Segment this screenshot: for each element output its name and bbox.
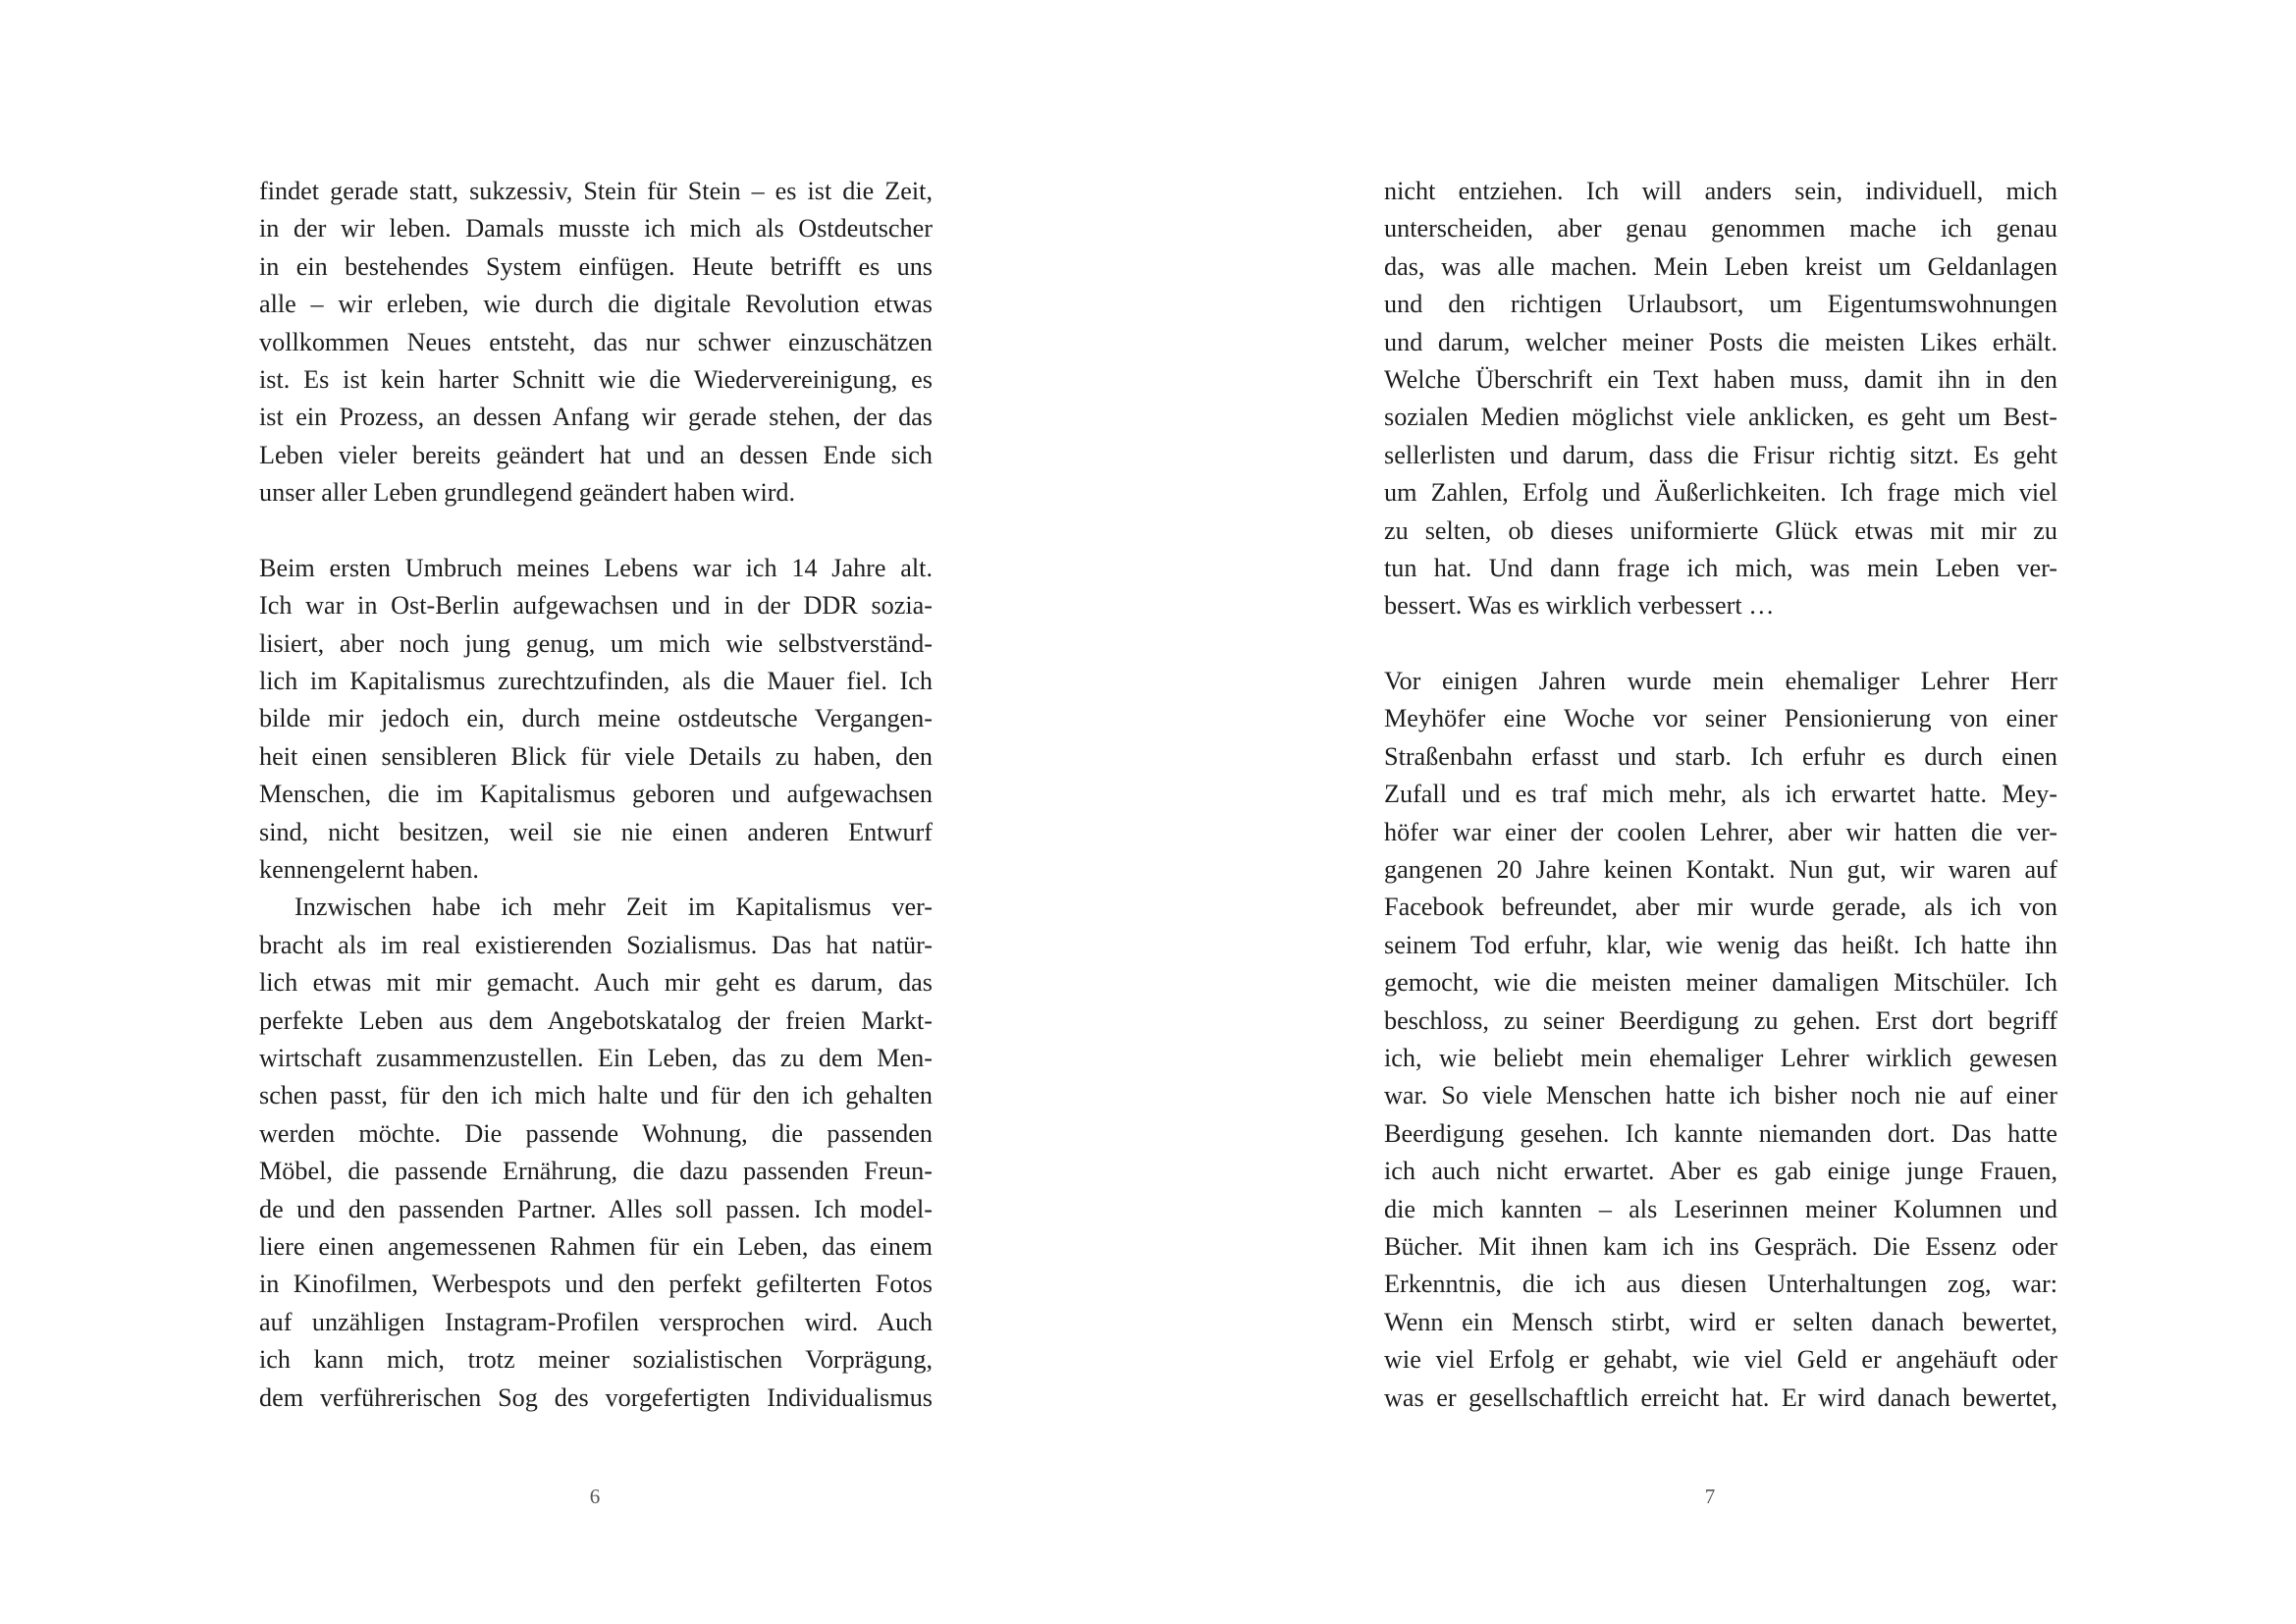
text-line: gangenen 20 Jahre keinen Kontakt. Nun gut, wir waren auf xyxy=(1384,855,2057,885)
paragraph xyxy=(1384,663,2057,1417)
text-line: ich auch nicht erwartet. Aber es gab einige junge Frauen, xyxy=(1384,1157,2057,1186)
text-line: Möbel, die passende Ernährung, die dazu passenden Freun- xyxy=(259,1157,933,1186)
text-line: beschloss, zu seiner Beerdigung zu gehen. Erst dort begriff xyxy=(1384,1005,2057,1035)
paragraph xyxy=(259,889,933,1416)
text-line: sind, nicht besitzen, weil sie nie einen anderen Entwurf xyxy=(259,817,933,846)
text-line: die mich kannten – als Leserinnen meiner Kolumnen und xyxy=(1384,1194,2057,1223)
text-line: zu selten, ob dieses uniformierte Glück etwas mit mir zu xyxy=(1384,515,2057,545)
page-number-right: 7 xyxy=(1704,1485,1716,1508)
text-line: lich etwas mit mir gemacht. Auch mir geht es darum, das xyxy=(259,968,933,998)
text-line: alle – wir erleben, wie durch die digitale Revolution etwas xyxy=(259,290,933,319)
text-line: und den richtigen Urlaubsort, um Eigentumswohnungen xyxy=(1384,290,2057,319)
paragraph-gap xyxy=(1384,625,2057,663)
paragraph xyxy=(259,173,933,513)
paragraph xyxy=(259,550,933,890)
text-line: höfer war einer der coolen Lehrer, aber wir hatten die ver- xyxy=(1384,817,2057,846)
text-line: Straßenbahn erfasst und starb. Ich erfuhr es durch einen xyxy=(1384,741,2057,771)
text-line: wie viel Erfolg er gehabt, wie viel Geld er angehäuft oder xyxy=(1384,1345,2057,1375)
text-line: ist ein Prozess, an dessen Anfang wir gerade stehen, der das xyxy=(259,403,933,432)
text-line: in der wir leben. Damals musste ich mich als Ostdeutscher xyxy=(259,214,933,244)
text-line: kennengelernt haben. xyxy=(259,855,479,885)
text-line: dem verführerischen Sog des vorgefertigten Individualismus xyxy=(259,1382,933,1412)
text-line: Inzwischen habe ich mehr Zeit im Kapitalismus ver- xyxy=(294,893,933,922)
text-line: was er gesellschaftlich erreicht hat. Er wird danach bewertet, xyxy=(1384,1382,2057,1412)
right-page xyxy=(1148,0,2296,1624)
text-line: Zufall und es traf mich mehr, als ich erwartet hatte. Mey- xyxy=(1384,780,2057,809)
text-line: Meyhöfer eine Woche vor seiner Pensionierung von einer xyxy=(1384,704,2057,733)
text-line: gemocht, wie die meisten meiner damaligen Mitschüler. Ich xyxy=(1384,968,2057,998)
text-line: um Zahlen, Erfolg und Äußerlichkeiten. Ich frage mich viel xyxy=(1384,478,2057,508)
page-number-left: 6 xyxy=(589,1485,601,1508)
text-line: Menschen, die im Kapitalismus geboren und aufgewachsen xyxy=(259,780,933,809)
text-line: sozialen Medien möglichst viele anklicken, es geht um Best- xyxy=(1384,403,2057,432)
text-line: ich, wie beliebt mein ehemaliger Lehrer wirklich gewesen xyxy=(1384,1043,2057,1072)
left-page-text xyxy=(259,173,933,1417)
text-line: Bücher. Mit ihnen kam ich ins Gespräch. Die Essenz oder xyxy=(1384,1231,2057,1261)
text-line: ist. Es ist kein harter Schnitt wie die Wiedervereinigung, es xyxy=(259,364,933,394)
right-page-text xyxy=(1384,173,2057,1417)
text-line: Vor einigen Jahren wurde mein ehemaliger Lehrer Herr xyxy=(1384,667,2057,696)
text-line: bessert. Was es wirklich verbessert … xyxy=(1384,591,1775,621)
text-line: Welche Überschrift ein Text haben muss, damit ihn in den xyxy=(1384,364,2057,394)
text-line: Beim ersten Umbruch meines Lebens war ich 14 Jahre alt. xyxy=(259,553,933,582)
text-line: seinem Tod erfuhr, klar, wie wenig das heißt. Ich hatte ihn xyxy=(1384,930,2057,959)
text-line: wirtschaft zusammenzustellen. Ein Leben, das zu dem Men- xyxy=(259,1043,933,1072)
text-line: Erkenntnis, die ich aus diesen Unterhaltungen zog, war: xyxy=(1384,1270,2057,1299)
text-line: bracht als im real existierenden Sozialismus. Das hat natür- xyxy=(259,930,933,959)
text-line: Facebook befreundet, aber mir wurde gerade, als ich von xyxy=(1384,893,2057,922)
text-line: de und den passenden Partner. Alles soll passen. Ich model- xyxy=(259,1194,933,1223)
text-line: sellerlisten und darum, dass die Frisur richtig sitzt. Es geht xyxy=(1384,440,2057,469)
text-line: nicht entziehen. Ich will anders sein, individuell, mich xyxy=(1384,177,2057,205)
text-line: Beerdigung gesehen. Ich kannte niemanden dort. Das hatte xyxy=(1384,1118,2057,1148)
text-line: in Kinofilmen, Werbespots und den perfekt gefilterten Fotos xyxy=(259,1270,933,1299)
text-line: lich im Kapitalismus zurechtzufinden, als die Mauer fiel. Ich xyxy=(259,667,933,696)
text-line: liere einen angemessenen Rahmen für ein Leben, das einem xyxy=(259,1231,933,1261)
text-line: Ich war in Ost-Berlin aufgewachsen und in der DDR sozia- xyxy=(259,591,933,621)
text-line: in ein bestehendes System einfügen. Heute betrifft es uns xyxy=(259,251,933,281)
paragraph xyxy=(1384,173,2057,625)
text-line: bilde mir jedoch ein, durch meine ostdeutsche Vergangen- xyxy=(259,704,933,733)
text-line: findet gerade statt, sukzessiv, Stein für Stein – es ist die Zeit, xyxy=(259,177,933,205)
text-line: tun hat. Und dann frage ich mich, was mein Leben ver- xyxy=(1384,553,2057,582)
text-line: heit einen sensibleren Blick für viele Details zu haben, den xyxy=(259,741,933,771)
text-line: ich kann mich, trotz meiner sozialistischen Vorprägung, xyxy=(259,1345,933,1375)
text-line: das, was alle machen. Mein Leben kreist um Geldanlagen xyxy=(1384,251,2057,281)
text-line: Wenn ein Mensch stirbt, wird er selten danach bewertet, xyxy=(1384,1307,2057,1336)
text-line: vollkommen Neues entsteht, das nur schwer einzuschätzen xyxy=(259,327,933,356)
text-line: unterscheiden, aber genau genommen mache ich genau xyxy=(1384,214,2057,244)
paragraph-gap xyxy=(259,513,933,550)
text-line: werden möchte. Die passende Wohnung, die passenden xyxy=(259,1118,933,1148)
text-line: unser aller Leben grundlegend geändert haben wird. xyxy=(259,478,796,508)
text-line: perfekte Leben aus dem Angebotskatalog der freien Markt- xyxy=(259,1005,933,1035)
text-line: Leben vieler bereits geändert hat und an dessen Ende sich xyxy=(259,440,933,469)
text-line: auf unzähligen Instagram-Profilen versprochen wird. Auch xyxy=(259,1307,933,1336)
text-line: lisiert, aber noch jung genug, um mich wie selbstverständ- xyxy=(259,628,933,658)
text-line: und darum, welcher meiner Posts die meisten Likes erhält. xyxy=(1384,327,2057,356)
text-line: schen passt, für den ich mich halte und für den ich gehalten xyxy=(259,1081,933,1110)
text-line: war. So viele Menschen hatte ich bisher noch nie auf einer xyxy=(1384,1081,2057,1110)
